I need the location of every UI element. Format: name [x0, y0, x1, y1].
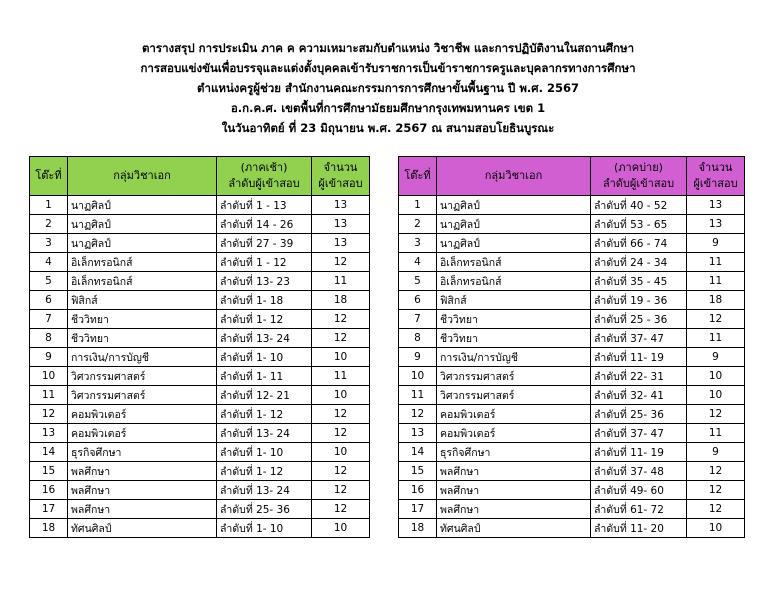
cell-count: 11	[312, 367, 370, 386]
cell-count: 12	[687, 405, 745, 424]
title-line-2: การสอบแข่งขันเพื่อบรรจุและแต่งตั้งบุคคลเข้ารับราชการเป็นข้าราชการครูและบุคลากรทางการศึกษา	[140, 61, 636, 75]
cell-order: ลำดับที่ 61- 72	[591, 500, 687, 519]
cell-subject: พลศึกษา	[68, 462, 217, 481]
cell-table-no: 18	[30, 519, 68, 538]
cell-table-no: 9	[399, 348, 437, 367]
cell-subject: คอมพิวเตอร์	[437, 424, 591, 443]
header-subject: กลุ่มวิชาเอก	[68, 157, 217, 196]
cell-order: ลำดับที่ 25- 36	[591, 405, 687, 424]
cell-order: ลำดับที่ 1- 10	[217, 443, 312, 462]
cell-order: ลำดับที่ 11- 19	[591, 443, 687, 462]
cell-subject: ชีววิทยา	[68, 310, 217, 329]
cell-table-no: 4	[399, 253, 437, 272]
cell-subject: พลศึกษา	[437, 462, 591, 481]
cell-subject: อิเล็กทรอนิกส์	[437, 253, 591, 272]
cell-count: 9	[687, 443, 745, 462]
table-row	[399, 481, 745, 500]
cell-count: 10	[312, 386, 370, 405]
cell-order: ลำดับที่ 13- 24	[217, 481, 312, 500]
cell-table-no: 7	[30, 310, 68, 329]
table-row	[30, 462, 370, 481]
table-row	[30, 234, 370, 253]
cell-order: ลำดับที่ 32- 41	[591, 386, 687, 405]
cell-subject: นาฏศิลป์	[437, 234, 591, 253]
header-order-label: ลำดับผู้เข้าสอบ	[602, 177, 675, 190]
cell-order: ลำดับที่ 40 - 52	[591, 196, 687, 215]
table-row	[399, 253, 745, 272]
cell-order: ลำดับที่ 1- 11	[217, 367, 312, 386]
cell-subject: พลศึกษา	[68, 481, 217, 500]
cell-order: ลำดับที่ 13- 24	[217, 329, 312, 348]
cell-subject: ชีววิทยา	[437, 329, 591, 348]
cell-order: ลำดับที่ 37- 48	[591, 462, 687, 481]
cell-order: ลำดับที่ 24 - 34	[591, 253, 687, 272]
cell-order: ลำดับที่ 1- 10	[217, 519, 312, 538]
cell-count: 12	[687, 481, 745, 500]
cell-count: 12	[687, 500, 745, 519]
cell-count: 11	[687, 424, 745, 443]
cell-order: ลำดับที่ 37- 47	[591, 424, 687, 443]
cell-count: 12	[312, 329, 370, 348]
table-row	[30, 500, 370, 519]
table-row	[399, 367, 745, 386]
table-row	[399, 500, 745, 519]
cell-table-no: 9	[30, 348, 68, 367]
table-row	[399, 443, 745, 462]
cell-table-no: 11	[30, 386, 68, 405]
cell-order: ลำดับที่ 1- 12	[217, 405, 312, 424]
cell-count: 13	[312, 196, 370, 215]
cell-count: 9	[687, 348, 745, 367]
cell-subject: ฟิสิกส์	[68, 291, 217, 310]
cell-subject: ทัศนศิลป์	[437, 519, 591, 538]
table-row	[399, 272, 745, 291]
cell-table-no: 1	[30, 196, 68, 215]
table-row	[399, 348, 745, 367]
morning-table	[29, 156, 370, 538]
cell-order: ลำดับที่ 27 - 39	[217, 234, 312, 253]
cell-table-no: 15	[399, 462, 437, 481]
cell-subject: นาฏศิลป์	[68, 215, 217, 234]
table-row	[30, 367, 370, 386]
cell-table-no: 6	[399, 291, 437, 310]
table-row	[30, 443, 370, 462]
cell-table-no: 3	[399, 234, 437, 253]
cell-subject: นาฏศิลป์	[68, 196, 217, 215]
cell-subject: ธุรกิจศึกษา	[68, 443, 217, 462]
table-row	[30, 196, 370, 215]
cell-subject: คอมพิวเตอร์	[68, 424, 217, 443]
cell-order: ลำดับที่ 13- 24	[217, 424, 312, 443]
cell-table-no: 17	[30, 500, 68, 519]
cell-order: ลำดับที่ 53 - 65	[591, 215, 687, 234]
cell-order: ลำดับที่ 1- 10	[217, 348, 312, 367]
header-count	[687, 157, 745, 196]
table-row	[30, 310, 370, 329]
cell-subject: นาฏศิลป์	[437, 215, 591, 234]
cell-subject: ฟิสิกส์	[437, 291, 591, 310]
cell-table-no: 14	[399, 443, 437, 462]
cell-table-no: 10	[30, 367, 68, 386]
cell-subject: อิเล็กทรอนิกส์	[437, 272, 591, 291]
table-row	[30, 253, 370, 272]
cell-order: ลำดับที่ 49- 60	[591, 481, 687, 500]
cell-subject: วิศวกรรมศาสตร์	[68, 367, 217, 386]
cell-subject: อิเล็กทรอนิกส์	[68, 253, 217, 272]
header-table-no: โต๊ะที่	[399, 157, 437, 196]
cell-count: 13	[687, 196, 745, 215]
cell-table-no: 11	[399, 386, 437, 405]
cell-subject: วิศวกรรมศาสตร์	[68, 386, 217, 405]
cell-subject: ธุรกิจศึกษา	[437, 443, 591, 462]
cell-count: 12	[312, 253, 370, 272]
header-table-no: โต๊ะที่	[30, 157, 68, 196]
table-row	[30, 291, 370, 310]
title-line-5: ในวันอาทิตย์ ที่ 23 มิถุนายน พ.ศ. 2567 ณ สนามสอบโยธินบูรณะ	[221, 121, 555, 135]
cell-table-no: 2	[399, 215, 437, 234]
table-row	[30, 405, 370, 424]
cell-order: ลำดับที่ 1- 12	[217, 462, 312, 481]
cell-count: 10	[687, 386, 745, 405]
cell-count: 10	[312, 519, 370, 538]
cell-count: 12	[312, 310, 370, 329]
cell-subject: ทัศนศิลป์	[68, 519, 217, 538]
cell-order: ลำดับที่ 13- 23	[217, 272, 312, 291]
cell-count: 18	[687, 291, 745, 310]
cell-subject: การเงิน/การบัญชี	[437, 348, 591, 367]
title-line-1: ตารางสรุป การประเมิน ภาค ค ความเหมาะสมกับตำแหน่ง วิชาชีพ และการปฏิบัติงานในสถานศึกษา	[141, 41, 635, 55]
header-count-top: จำนวน	[698, 161, 733, 174]
cell-table-no: 4	[30, 253, 68, 272]
header-subject: กลุ่มวิชาเอก	[437, 157, 591, 196]
cell-table-no: 7	[399, 310, 437, 329]
cell-subject: พลศึกษา	[437, 500, 591, 519]
cell-subject: ชีววิทยา	[437, 310, 591, 329]
cell-count: 10	[687, 367, 745, 386]
cell-table-no: 8	[30, 329, 68, 348]
cell-table-no: 5	[30, 272, 68, 291]
cell-table-no: 8	[399, 329, 437, 348]
cell-order: ลำดับที่ 35 - 45	[591, 272, 687, 291]
title-line-4: อ.ก.ค.ศ. เขตพื้นที่การศึกษามัธยมศึกษากรุงเทพมหานคร เขต 1	[230, 101, 546, 115]
table-row	[399, 519, 745, 538]
cell-count: 11	[312, 272, 370, 291]
table-row	[399, 291, 745, 310]
table-row	[399, 234, 745, 253]
cell-order: ลำดับที่ 1- 18	[217, 291, 312, 310]
cell-subject: คอมพิวเตอร์	[68, 405, 217, 424]
header-order	[217, 157, 312, 196]
afternoon-table	[398, 156, 745, 538]
cell-table-no: 18	[399, 519, 437, 538]
cell-table-no: 12	[30, 405, 68, 424]
header-count-top: จำนวน	[323, 161, 358, 174]
cell-table-no: 3	[30, 234, 68, 253]
cell-table-no: 1	[399, 196, 437, 215]
cell-order: ลำดับที่ 66 - 74	[591, 234, 687, 253]
cell-order: ลำดับที่ 22- 31	[591, 367, 687, 386]
table-row	[399, 196, 745, 215]
cell-count: 12	[312, 481, 370, 500]
cell-count: 12	[687, 462, 745, 481]
table-row	[399, 462, 745, 481]
cell-count: 12	[687, 310, 745, 329]
cell-subject: วิศวกรรมศาสตร์	[437, 367, 591, 386]
cell-table-no: 6	[30, 291, 68, 310]
cell-count: 12	[312, 500, 370, 519]
cell-count: 10	[687, 519, 745, 538]
cell-subject: นาฏศิลป์	[68, 234, 217, 253]
cell-order: ลำดับที่ 11- 20	[591, 519, 687, 538]
cell-subject: นาฏศิลป์	[437, 196, 591, 215]
table-row	[30, 348, 370, 367]
cell-count: 18	[312, 291, 370, 310]
table-row	[399, 424, 745, 443]
cell-count: 11	[687, 272, 745, 291]
cell-table-no: 2	[30, 215, 68, 234]
document-header	[0, 38, 776, 138]
header-count-bottom: ผู้เข้าสอบ	[693, 177, 738, 190]
cell-subject: วิศวกรรมศาสตร์	[437, 386, 591, 405]
cell-table-no: 17	[399, 500, 437, 519]
table-header-row	[30, 157, 370, 196]
cell-table-no: 13	[30, 424, 68, 443]
cell-subject: พลศึกษา	[68, 500, 217, 519]
table-row	[30, 424, 370, 443]
table-row	[399, 215, 745, 234]
cell-subject: อิเล็กทรอนิกส์	[68, 272, 217, 291]
cell-order: ลำดับที่ 11- 19	[591, 348, 687, 367]
cell-table-no: 10	[399, 367, 437, 386]
cell-order: ลำดับที่ 1 - 12	[217, 253, 312, 272]
header-count	[312, 157, 370, 196]
table-row	[30, 386, 370, 405]
header-order-label: ลำดับผู้เข้าสอบ	[228, 177, 300, 190]
cell-table-no: 5	[399, 272, 437, 291]
cell-table-no: 13	[399, 424, 437, 443]
cell-count: 11	[687, 329, 745, 348]
cell-count: 13	[687, 215, 745, 234]
cell-table-no: 16	[399, 481, 437, 500]
cell-count: 12	[312, 424, 370, 443]
header-count-bottom: ผู้เข้าสอบ	[318, 177, 363, 190]
cell-count: 13	[312, 234, 370, 253]
cell-order: ลำดับที่ 12- 21	[217, 386, 312, 405]
header-order	[591, 157, 687, 196]
cell-order: ลำดับที่ 19 - 36	[591, 291, 687, 310]
cell-count: 10	[312, 443, 370, 462]
cell-count: 12	[312, 462, 370, 481]
cell-subject: คอมพิวเตอร์	[437, 405, 591, 424]
cell-count: 12	[312, 405, 370, 424]
table-row	[399, 405, 745, 424]
cell-order: ลำดับที่ 37- 47	[591, 329, 687, 348]
cell-order: ลำดับที่ 14 - 26	[217, 215, 312, 234]
header-order-session: (ภาคเช้า)	[240, 161, 288, 174]
cell-order: ลำดับที่ 25 - 36	[591, 310, 687, 329]
cell-order: ลำดับที่ 1- 12	[217, 310, 312, 329]
table-row	[399, 329, 745, 348]
cell-count: 9	[687, 234, 745, 253]
table-row	[30, 272, 370, 291]
cell-table-no: 15	[30, 462, 68, 481]
cell-subject: พลศึกษา	[437, 481, 591, 500]
header-order-session: (ภาคบ่าย)	[614, 161, 663, 174]
table-row	[30, 519, 370, 538]
cell-table-no: 12	[399, 405, 437, 424]
cell-order: ลำดับที่ 25- 36	[217, 500, 312, 519]
cell-count: 11	[687, 253, 745, 272]
table-row	[30, 215, 370, 234]
cell-table-no: 16	[30, 481, 68, 500]
cell-count: 10	[312, 348, 370, 367]
table-row	[399, 386, 745, 405]
table-row	[399, 310, 745, 329]
cell-order: ลำดับที่ 1 - 13	[217, 196, 312, 215]
cell-subject: การเงิน/การบัญชี	[68, 348, 217, 367]
cell-subject: ชีววิทยา	[68, 329, 217, 348]
table-row	[30, 481, 370, 500]
table-header-row	[399, 157, 745, 196]
cell-table-no: 14	[30, 443, 68, 462]
cell-count: 13	[312, 215, 370, 234]
title-line-3: ตำแหน่งครูผู้ช่วย สำนักงานคณะกรรมการการศึกษาขั้นพื้นฐาน ปี พ.ศ. 2567	[197, 81, 579, 95]
table-row	[30, 329, 370, 348]
